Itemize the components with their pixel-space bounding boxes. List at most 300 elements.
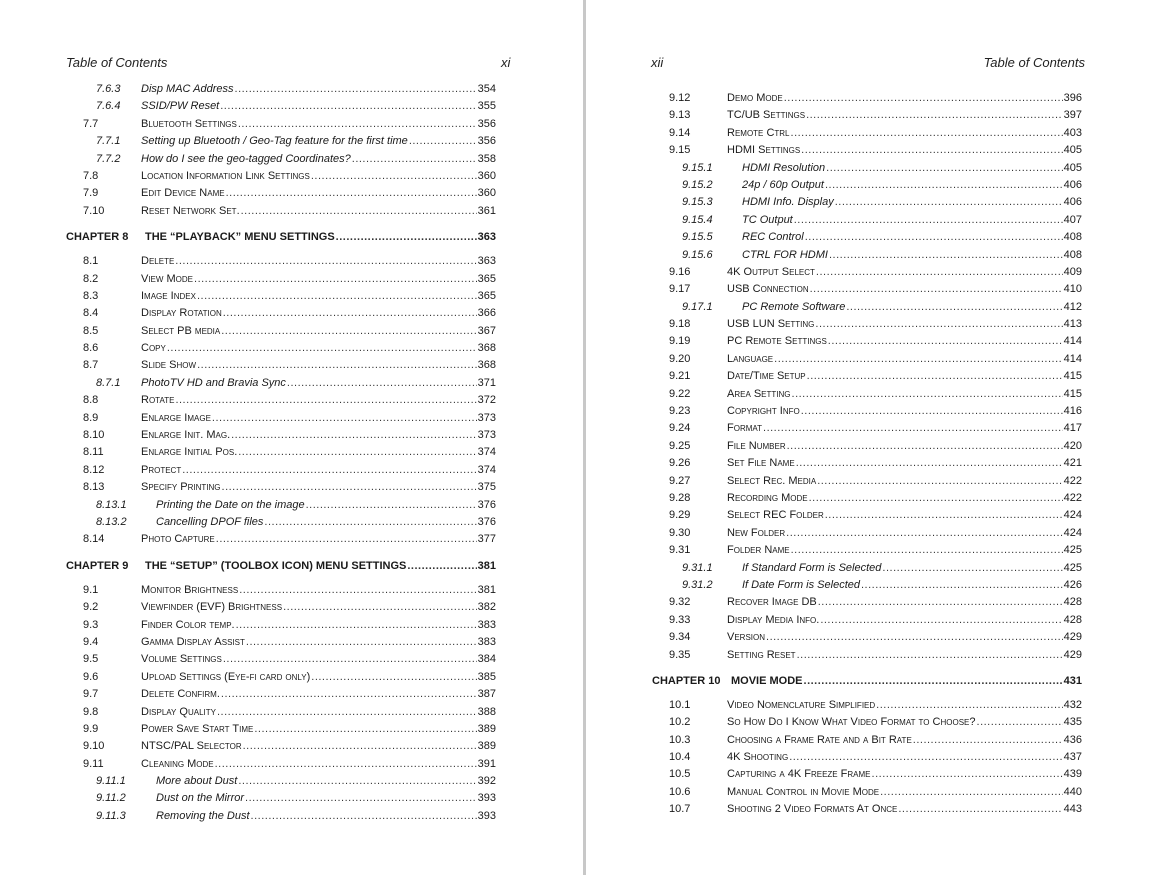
toc-entry-row[interactable]	[652, 351, 1082, 368]
left-page	[0, 0, 583, 875]
toc-entry-number: 9.31.1	[682, 561, 713, 574]
toc-entry-title: Select Rec. Media	[727, 474, 817, 487]
toc-entry-page: 372	[477, 394, 496, 407]
dot-leader	[352, 151, 477, 168]
dot-leader	[287, 375, 477, 392]
toc-entry-page: 373	[477, 429, 496, 442]
toc-entry-title: How do I see the geo-tagged Coordinates?	[141, 152, 351, 165]
dot-leader	[818, 594, 1063, 611]
toc-entry-row[interactable]	[652, 333, 1082, 350]
dot-leader	[238, 773, 476, 790]
dot-leader	[872, 766, 1063, 783]
toc-entry-number: 9.17	[669, 283, 691, 296]
dot-leader	[197, 288, 477, 305]
toc-entry-title: REC Control	[742, 231, 804, 244]
toc-entry-row[interactable]	[652, 749, 1082, 766]
toc-entry-title: Display Quality	[141, 705, 216, 718]
dot-leader	[807, 368, 1063, 385]
toc-entry-number: 10.7	[669, 803, 691, 816]
toc-entry-number: 9.33	[669, 613, 691, 626]
toc-entry-title: HDMI Info. Display	[742, 196, 834, 209]
toc-entry-row[interactable]	[652, 264, 1082, 281]
toc-entry-number: 9.34	[669, 631, 691, 644]
toc-entry-number: 9.35	[669, 648, 691, 661]
toc-entry-row[interactable]	[66, 98, 496, 115]
toc-entry-title: So How Do I Know What Video Format to Choose?	[727, 716, 976, 729]
toc-entry-row[interactable]	[652, 784, 1082, 801]
toc-entry-number: 7.6.3	[96, 83, 121, 95]
toc-entry-row[interactable]	[652, 647, 1082, 664]
toc-entry-row[interactable]	[66, 288, 496, 305]
toc-entry-title: Select REC Folder	[727, 509, 824, 522]
toc-entry-page: 373	[477, 411, 496, 424]
toc-entry-page: 368	[477, 359, 496, 372]
toc-entry-title: Location Information Link Settings	[141, 169, 310, 182]
toc-entry-row[interactable]	[66, 756, 496, 773]
toc-entry-title: Manual Control in Movie Mode	[727, 785, 880, 798]
toc-entry-number: 9.31	[669, 544, 691, 557]
toc-entry-page: 377	[477, 533, 496, 546]
toc-entry-title: PhotoTV HD and Bravia Sync	[141, 376, 286, 389]
toc-entry-row[interactable]	[66, 323, 496, 340]
right-header-title: Table of Contents	[983, 55, 1085, 70]
toc-entry-page: 365	[477, 289, 496, 302]
toc-entry-title: HDMI Resolution	[742, 161, 826, 174]
toc-entry-row[interactable]	[652, 420, 1082, 437]
toc-entry-number: 9.15.5	[682, 231, 713, 244]
toc-entry-number: 9.15.2	[682, 178, 713, 191]
toc-entry-page: 368	[477, 342, 496, 355]
toc-entry-number: 8.11	[83, 446, 104, 459]
toc-entry-number: 9.27	[669, 474, 691, 487]
dot-leader	[806, 107, 1063, 124]
dot-leader	[167, 340, 477, 357]
toc-entry-row[interactable]	[66, 168, 496, 185]
toc-entry-row[interactable]	[66, 582, 496, 599]
toc-entry-row[interactable]	[652, 732, 1082, 749]
toc-entry-row[interactable]	[652, 403, 1082, 420]
toc-entry-number: 8.14	[83, 533, 105, 546]
toc-entry-title: Remote Ctrl	[727, 126, 790, 139]
toc-entry-row[interactable]	[652, 438, 1082, 455]
toc-entry-number: 9.32	[669, 596, 691, 609]
toc-entry-title: View Mode	[141, 272, 194, 285]
toc-entry-number: 9.10	[83, 740, 105, 753]
toc-entry-page: 415	[1063, 387, 1082, 400]
toc-entry-number: 9.15.1	[682, 161, 713, 174]
toc-entry-row[interactable]	[652, 90, 1082, 107]
toc-entry-page: 424	[1063, 526, 1082, 539]
toc-entry-page: 407	[1063, 213, 1082, 226]
dot-leader	[306, 497, 477, 514]
toc-entry-row[interactable]	[66, 427, 496, 444]
toc-entry-row[interactable]	[652, 490, 1082, 507]
toc-entry-number: 8.3	[83, 289, 99, 302]
toc-entry-page: 389	[477, 740, 496, 753]
toc-entry-row[interactable]	[66, 392, 496, 409]
toc-chapter-row[interactable]	[652, 668, 1082, 694]
toc-entry-row[interactable]	[66, 185, 496, 202]
toc-entry-row[interactable]	[652, 247, 1082, 264]
toc-entry-title: Monitor Brightness	[141, 583, 239, 596]
dot-leader	[977, 714, 1063, 731]
toc-entry-page: 391	[477, 757, 496, 770]
toc-entry-title: Specify Printing	[141, 481, 221, 494]
toc-entry-page: 428	[1063, 596, 1082, 609]
toc-entry-page: 408	[1063, 231, 1082, 244]
dot-leader	[829, 247, 1063, 264]
toc-entry-number: 9.24	[669, 422, 691, 435]
toc-entry-row[interactable]	[66, 721, 496, 738]
toc-entry-page: 384	[477, 653, 496, 666]
toc-entry-number: 9.11.2	[96, 792, 126, 805]
dot-leader	[789, 749, 1062, 766]
toc-entry-row[interactable]	[66, 305, 496, 322]
toc-entry-number: 8.2	[83, 272, 99, 285]
toc-entry-page: 374	[477, 463, 496, 476]
toc-entry-title: 4K Output Select	[727, 265, 815, 278]
toc-entry-title: PC Remote Settings	[727, 335, 827, 348]
toc-entry-page: 371	[477, 376, 496, 389]
toc-entry-page: 406	[1063, 196, 1082, 209]
dot-leader	[243, 738, 477, 755]
dot-leader	[786, 525, 1062, 542]
toc-entry-number: 8.12	[83, 463, 105, 476]
toc-entry-row[interactable]	[66, 669, 496, 686]
toc-entry-row[interactable]	[66, 479, 496, 496]
toc-entry-page: 422	[1063, 474, 1082, 487]
toc-entry-row[interactable]	[652, 594, 1082, 611]
toc-entry-title: CTRL FOR HDMI	[742, 248, 828, 261]
toc-entry-page: 382	[477, 601, 496, 614]
toc-entry-page: 355	[477, 100, 496, 113]
toc-entry-title: Disp MAC Address	[141, 83, 234, 95]
toc-entry-page: 439	[1063, 768, 1082, 781]
toc-entry-row[interactable]	[652, 455, 1082, 472]
toc-entry-page: 366	[477, 307, 496, 320]
dot-leader	[220, 98, 476, 115]
dot-leader	[815, 316, 1062, 333]
dot-leader	[407, 553, 476, 579]
toc-entry-page: 409	[1063, 265, 1082, 278]
toc-entry-number: 9.7	[83, 688, 99, 701]
toc-entry-page: 405	[1063, 144, 1082, 157]
dot-leader	[774, 351, 1063, 368]
toc-entry-page: 403	[1063, 126, 1082, 139]
toc-entry-page: 388	[477, 705, 496, 718]
toc-entry-page: 435	[1063, 716, 1082, 729]
toc-entry-row[interactable]	[66, 203, 496, 220]
left-toc-list	[66, 81, 496, 825]
toc-entry-number: 9.25	[669, 439, 691, 452]
dot-leader	[251, 808, 477, 825]
toc-entry-title: PC Remote Software	[742, 300, 846, 313]
toc-entry-number: 9.12	[669, 92, 691, 104]
toc-entry-row[interactable]	[652, 542, 1082, 559]
toc-entry-number: 8.7	[83, 359, 99, 372]
toc-entry-number: 8.13	[83, 481, 105, 494]
toc-entry-title: Photo Capture	[141, 533, 215, 546]
toc-entry-page: 421	[1063, 457, 1082, 470]
dot-leader	[223, 651, 477, 668]
toc-entry-row[interactable]	[66, 738, 496, 755]
toc-entry-title: Dust on the Mirror	[156, 792, 245, 805]
toc-entry-number: 9.3	[83, 618, 99, 631]
dot-leader	[175, 253, 476, 270]
toc-entry-page: 354	[477, 83, 496, 95]
toc-entry-page: 443	[1063, 803, 1082, 816]
toc-entry-row[interactable]	[652, 714, 1082, 731]
toc-entry-row[interactable]	[66, 340, 496, 357]
toc-entry-row[interactable]	[66, 497, 496, 514]
toc-entry-number: 9.28	[669, 491, 691, 504]
dot-leader	[245, 790, 477, 807]
toc-entry-row[interactable]	[652, 386, 1082, 403]
toc-entry-page: 360	[477, 169, 496, 182]
dot-leader	[809, 490, 1063, 507]
toc-entry-title: Reset Network Set.	[141, 204, 240, 217]
dot-leader	[766, 629, 1063, 646]
toc-chapter-row[interactable]	[66, 224, 496, 250]
toc-entry-row[interactable]	[652, 801, 1082, 818]
toc-entry-title: If Date Form is Selected	[742, 578, 860, 591]
toc-entry-row[interactable]	[652, 142, 1082, 159]
toc-entry-row[interactable]	[652, 368, 1082, 385]
toc-entry-page: 393	[477, 809, 496, 822]
toc-entry-number: 7.7	[83, 117, 99, 130]
toc-entry-row[interactable]	[66, 651, 496, 668]
dot-leader	[175, 392, 476, 409]
toc-entry-row[interactable]	[652, 125, 1082, 142]
toc-entry-title: Format	[727, 422, 763, 435]
dot-leader	[880, 784, 1063, 801]
toc-entry-page: 425	[1063, 544, 1082, 557]
dot-leader	[784, 90, 1063, 107]
toc-entry-number: 9.5	[83, 653, 99, 666]
dot-leader	[215, 756, 477, 773]
toc-entry-number: 10.3	[669, 733, 691, 746]
toc-entry-row[interactable]	[652, 299, 1082, 316]
toc-entry-number: 9.22	[669, 387, 691, 400]
toc-entry-row[interactable]	[652, 612, 1082, 629]
toc-entry-title: HDMI Settings	[727, 144, 801, 157]
toc-entry-row[interactable]	[652, 629, 1082, 646]
toc-entry-number: 9.20	[669, 352, 691, 365]
toc-entry-row[interactable]	[66, 271, 496, 288]
toc-entry-title: Video Nomenclature Simplified	[727, 698, 876, 711]
toc-entry-page: 363	[477, 255, 496, 268]
toc-entry-row[interactable]	[66, 808, 496, 825]
toc-entry-number: 9.16	[669, 265, 691, 278]
dot-leader	[801, 142, 1062, 159]
dot-leader	[217, 704, 477, 721]
toc-entry-page: 437	[1063, 751, 1082, 764]
toc-entry-number: 9.18	[669, 318, 691, 331]
toc-entry-row[interactable]	[652, 160, 1082, 177]
toc-entry-title: Demo Mode	[727, 92, 783, 104]
dot-leader	[804, 668, 1063, 694]
toc-entry-title: Bluetooth Settings	[141, 117, 237, 130]
dot-leader	[828, 333, 1063, 350]
toc-entry-number: 10.5	[669, 768, 691, 781]
toc-chapter-row[interactable]	[66, 553, 496, 579]
toc-entry-row[interactable]	[652, 507, 1082, 524]
toc-entry-title: Cleaning Mode	[141, 757, 214, 770]
toc-entry-page: 392	[477, 775, 496, 788]
toc-entry-row[interactable]	[66, 357, 496, 374]
toc-entry-row[interactable]	[66, 253, 496, 270]
toc-entry-number: 10.6	[669, 785, 691, 798]
toc-entry-row[interactable]	[66, 704, 496, 721]
dot-leader	[336, 224, 477, 250]
toc-entry-row[interactable]	[66, 444, 496, 461]
toc-entry-title: Upload Settings (Eye-fi card only)	[141, 670, 311, 683]
toc-entry-title: Recover Image DB	[727, 596, 817, 609]
dot-leader	[810, 281, 1063, 298]
toc-entry-row[interactable]	[652, 229, 1082, 246]
toc-entry-page: 376	[477, 515, 496, 528]
toc-entry-title: MOVIE MODE	[731, 674, 803, 687]
toc-entry-row[interactable]	[652, 473, 1082, 490]
dot-leader	[861, 577, 1063, 594]
toc-entry-number: 7.9	[83, 187, 99, 200]
toc-entry-row[interactable]	[652, 316, 1082, 333]
toc-entry-row[interactable]	[66, 410, 496, 427]
toc-entry-page: 425	[1063, 561, 1082, 574]
toc-entry-row[interactable]	[66, 151, 496, 168]
toc-entry-number: 9.30	[669, 526, 691, 539]
toc-entry-row[interactable]	[66, 634, 496, 651]
toc-entry-number: 9.2	[83, 601, 99, 614]
toc-entry-number: 10.1	[669, 698, 691, 711]
toc-entry-title: Choosing a Frame Rate and a Bit Rate	[727, 733, 912, 746]
toc-entry-title: Enlarge Init. Mag.	[141, 429, 231, 442]
toc-entry-page: 414	[1063, 335, 1082, 348]
right-page	[586, 0, 1168, 875]
toc-entry-title: Copy	[141, 342, 166, 355]
toc-entry-page: 396	[1063, 92, 1082, 104]
right-toc-list	[652, 90, 1082, 819]
toc-entry-row[interactable]	[66, 462, 496, 479]
toc-entry-row[interactable]	[66, 116, 496, 133]
toc-entry-page: 381	[477, 583, 496, 596]
toc-entry-title: Enlarge Initial Pos.	[141, 446, 238, 459]
toc-entry-number: 9.15.6	[682, 248, 713, 261]
toc-entry-row[interactable]	[652, 281, 1082, 298]
toc-entry-row[interactable]	[652, 560, 1082, 577]
toc-entry-number: 9.11.3	[96, 809, 126, 822]
toc-entry-row[interactable]	[66, 514, 496, 531]
toc-entry-number: 10.4	[669, 751, 691, 764]
toc-entry-row[interactable]	[66, 531, 496, 548]
toc-entry-title: Enlarge Image	[141, 411, 211, 424]
toc-entry-number: 9.9	[83, 722, 99, 735]
toc-entry-row[interactable]	[652, 766, 1082, 783]
dot-leader	[898, 801, 1062, 818]
toc-entry-title: THE “SETUP” (TOOLBOX ICON) MENU SETTINGS	[145, 559, 407, 572]
toc-entry-page: 383	[477, 635, 496, 648]
toc-entry-page: 387	[477, 688, 496, 701]
toc-entry-row[interactable]	[652, 177, 1082, 194]
left-header-page-number: xi	[501, 55, 511, 70]
dot-leader	[311, 168, 477, 185]
dot-leader	[216, 531, 477, 548]
toc-entry-row[interactable]	[652, 697, 1082, 714]
toc-entry-number: 7.10	[83, 204, 105, 217]
toc-entry-row[interactable]	[66, 790, 496, 807]
toc-entry-number: 7.6.4	[96, 100, 121, 113]
toc-entry-title: Delete	[141, 255, 175, 268]
dot-leader	[222, 479, 477, 496]
toc-entry-number: 7.8	[83, 169, 99, 182]
toc-entry-number: 9.31.2	[682, 578, 713, 591]
toc-entry-row[interactable]	[66, 617, 496, 634]
toc-entry-row[interactable]	[66, 773, 496, 790]
toc-entry-title: Folder Name	[727, 544, 790, 557]
toc-entry-number: 9.17.1	[682, 300, 713, 313]
toc-entry-number: 9.26	[669, 457, 691, 470]
toc-entry-number: 9.23	[669, 405, 691, 418]
toc-entry-row[interactable]	[652, 577, 1082, 594]
toc-entry-title: Capturing a 4K Freeze Frame	[727, 768, 871, 781]
dot-leader	[311, 669, 476, 686]
toc-entry-page: 381	[477, 559, 496, 572]
toc-entry-number: 8.6	[83, 342, 99, 355]
toc-entry-row[interactable]	[66, 133, 496, 150]
dot-leader	[241, 203, 477, 220]
toc-entry-number: 9.15	[669, 144, 691, 157]
toc-entry-row[interactable]	[66, 375, 496, 392]
toc-entry-row[interactable]	[66, 81, 496, 98]
toc-entry-row[interactable]	[652, 525, 1082, 542]
toc-entry-row[interactable]	[652, 212, 1082, 229]
toc-entry-title: Edit Device Name	[141, 187, 225, 200]
toc-entry-number: 9.6	[83, 670, 99, 683]
left-header-title: Table of Contents	[66, 55, 168, 70]
toc-entry-page: 358	[477, 152, 496, 165]
toc-entry-page: 393	[477, 792, 496, 805]
dot-leader	[246, 634, 477, 651]
dot-leader	[221, 323, 476, 340]
dot-leader	[792, 386, 1063, 403]
dot-leader	[212, 410, 477, 427]
toc-entry-row[interactable]	[66, 599, 496, 616]
toc-entry-number: 9.14	[669, 126, 691, 139]
toc-entry-page: 365	[477, 272, 496, 285]
right-header-page-number: xii	[651, 55, 664, 70]
toc-entry-title: Power Save Start Time	[141, 722, 254, 735]
toc-entry-number: 7.7.1	[96, 135, 121, 148]
dot-leader	[825, 177, 1063, 194]
toc-entry-title: File Number	[727, 439, 786, 452]
toc-entry-row[interactable]	[652, 107, 1082, 124]
toc-entry-row[interactable]	[66, 686, 496, 703]
dot-leader	[801, 403, 1063, 420]
dot-leader	[235, 81, 477, 98]
dot-leader	[238, 444, 476, 461]
toc-entry-row[interactable]	[652, 194, 1082, 211]
dot-leader	[913, 732, 1063, 749]
dot-leader	[820, 612, 1062, 629]
toc-entry-number: 9.15.3	[682, 196, 713, 209]
toc-entry-number: 7.7.2	[96, 152, 121, 165]
toc-entry-number: 8.1	[83, 255, 99, 268]
toc-entry-number: 9.11	[83, 757, 104, 770]
toc-entry-page: 367	[477, 324, 496, 337]
dot-leader	[236, 617, 477, 634]
toc-entry-title: Protect	[141, 463, 182, 476]
toc-entry-number: 8.9	[83, 411, 99, 424]
